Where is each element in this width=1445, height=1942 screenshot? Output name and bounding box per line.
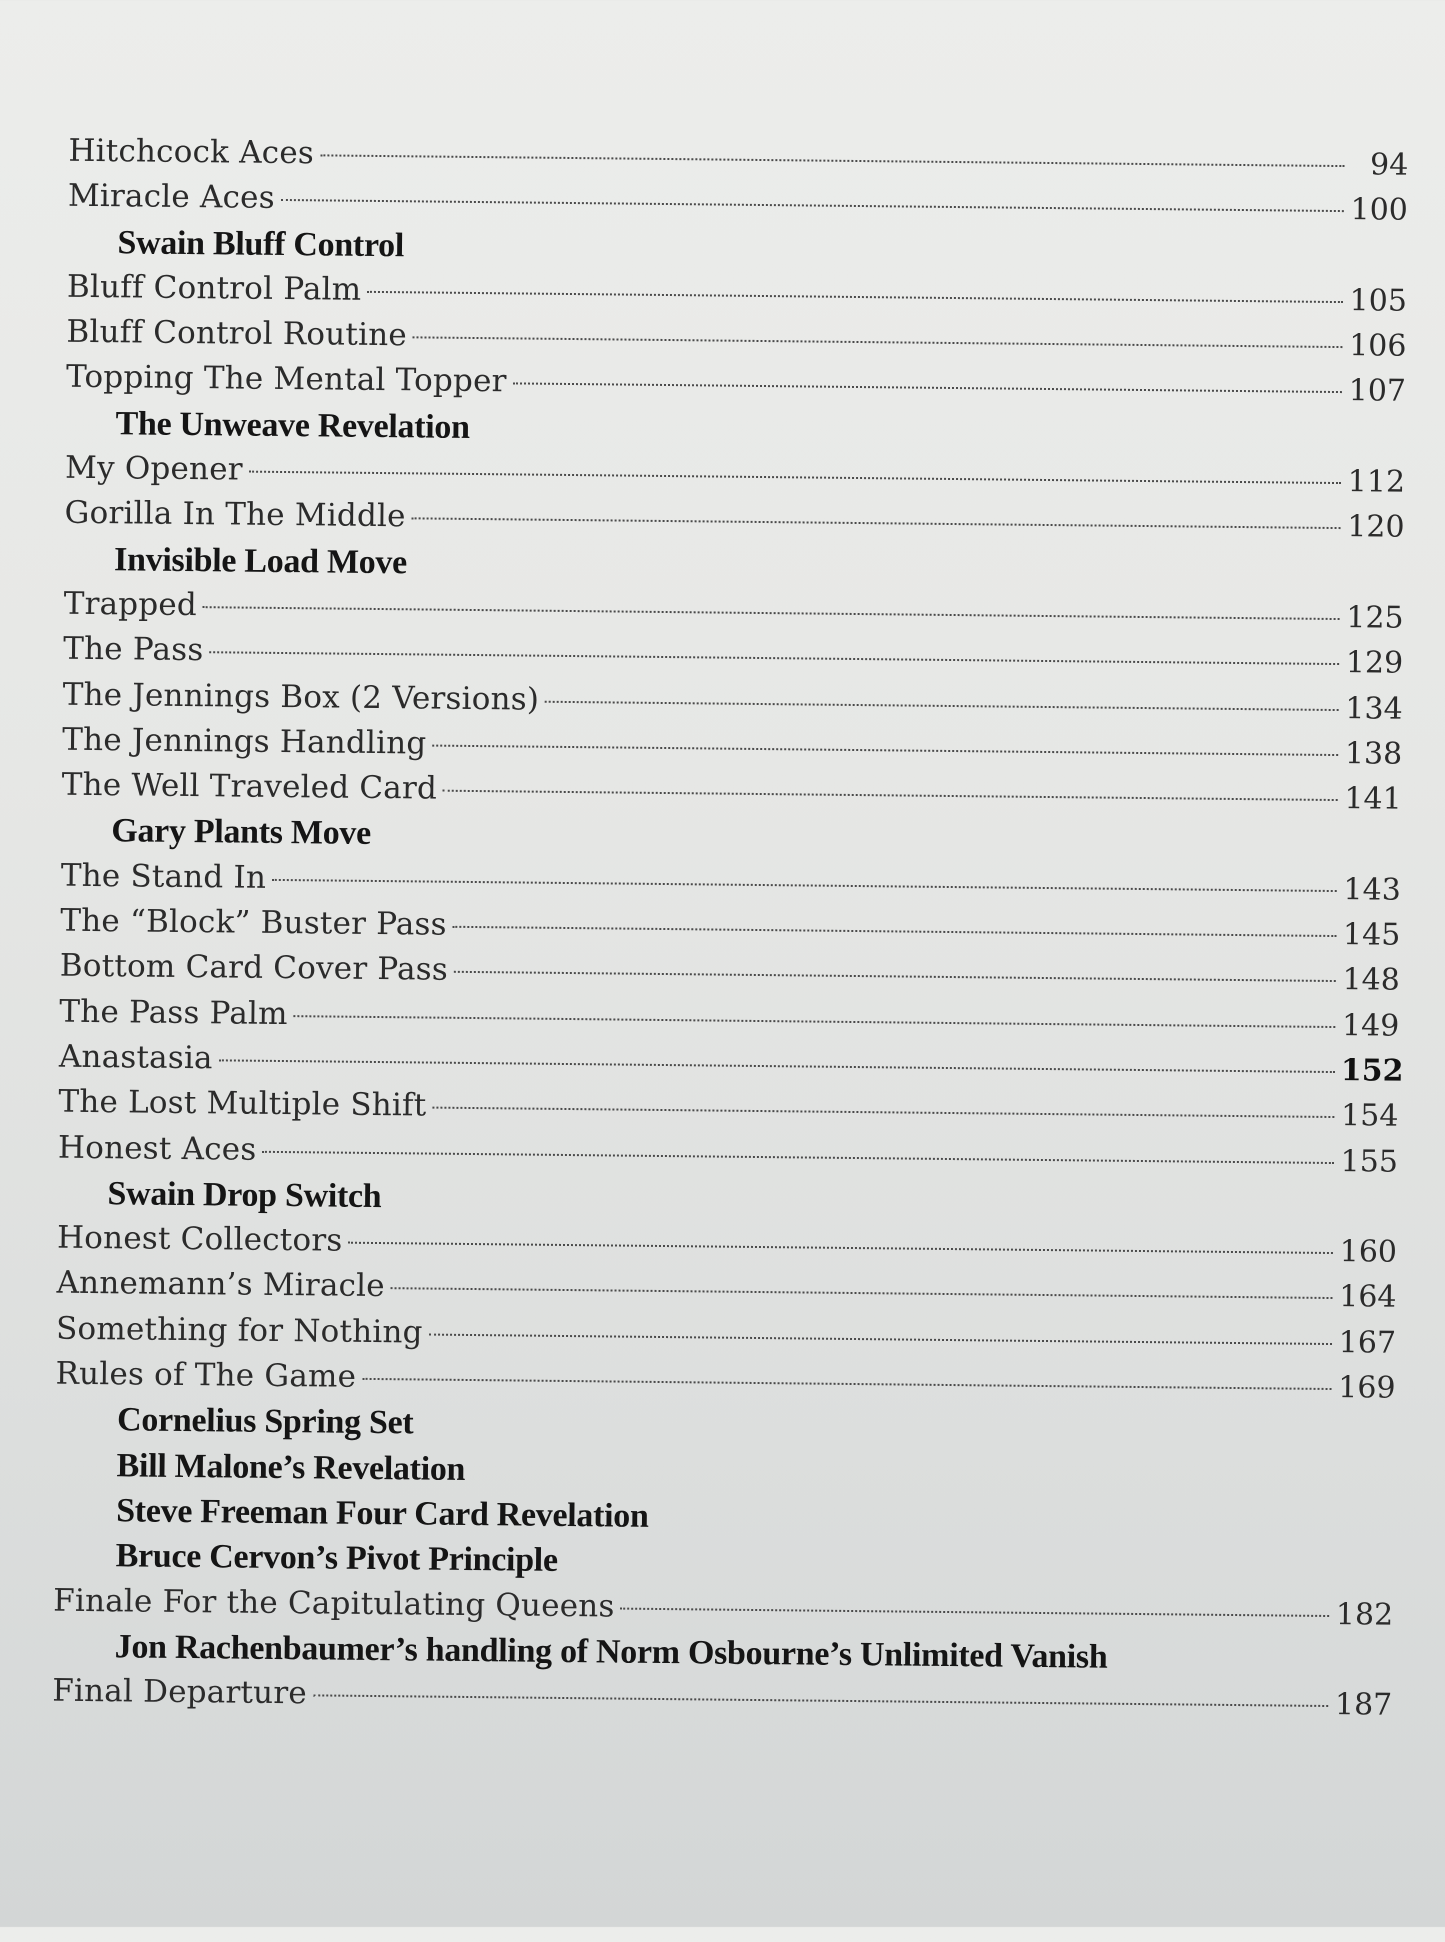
toc-section-heading: Jon Rachenbaumer’s handling of Norm Osbourne’s Unlimited Vanish: [114, 1628, 1108, 1676]
toc-entry-title: Bottom Card Cover Pass: [59, 948, 449, 989]
toc-page-number: 112: [1347, 464, 1406, 500]
dot-leader: [432, 1107, 1334, 1118]
toc-entry-title: Rules of The Game: [55, 1355, 357, 1395]
dot-leader: [545, 700, 1339, 710]
dot-leader: [454, 971, 1336, 982]
toc-entry-title: Finale For the Capitulating Queens: [53, 1582, 615, 1625]
toc-entry-title: Honest Collectors: [56, 1219, 343, 1259]
toc-page-number: 106: [1349, 328, 1407, 364]
toc-page-number: 182: [1335, 1596, 1394, 1633]
toc-page-number: 107: [1348, 373, 1407, 410]
dot-leader: [621, 1607, 1330, 1616]
toc-page-number: 187: [1334, 1687, 1393, 1723]
toc-entry-title: Honest Aces: [57, 1129, 257, 1168]
toc-entry-title: Hitchcock Aces: [68, 132, 315, 172]
toc-entry-title: The Jennings Handling: [62, 721, 427, 762]
toc-section-heading: Invisible Load Move: [113, 540, 408, 581]
dot-leader: [320, 154, 1344, 167]
toc-page-number: 129: [1345, 645, 1404, 681]
toc-page-number: 143: [1343, 871, 1401, 908]
toc-entry-title: Bluff Control Palm: [66, 268, 362, 308]
toc-section-heading: Bill Malone’s Revelation: [116, 1446, 466, 1488]
dot-leader: [453, 926, 1337, 937]
toc-page-number: 164: [1339, 1279, 1397, 1316]
toc-entry-title: Trapped: [63, 585, 198, 624]
dot-leader: [413, 337, 1343, 349]
toc-entry-title: Annemann’s Miracle: [56, 1265, 386, 1305]
dot-leader: [348, 1242, 1333, 1254]
toc-entry-title: The Jennings Box (2 Versions): [62, 676, 540, 718]
toc-page-number: 125: [1346, 600, 1404, 636]
toc-page-number: 100: [1350, 192, 1409, 229]
dot-leader: [443, 790, 1338, 801]
toc-section-heading: Steve Freeman Four Card Revelation: [115, 1492, 649, 1535]
dot-leader: [313, 1694, 1328, 1707]
toc-section-heading: Cornelius Spring Set: [116, 1401, 414, 1442]
toc-section-heading: Swain Bluff Control: [117, 223, 405, 264]
toc-page-number: 94: [1369, 147, 1409, 183]
dot-leader: [429, 1333, 1332, 1344]
toc-page-number: 105: [1349, 283, 1408, 319]
toc-section-heading: The Unweave Revelation: [115, 405, 470, 446]
table-of-contents: [52, 129, 1409, 1728]
toc-entry-title: The Pass: [63, 630, 204, 669]
dot-leader: [219, 1059, 1335, 1073]
dot-leader: [203, 606, 1340, 620]
toc-entry-title: The Lost Multiple Shift: [58, 1083, 427, 1124]
dot-leader: [272, 879, 1337, 892]
dot-leader: [262, 1150, 1334, 1163]
dot-leader: [391, 1288, 1333, 1300]
dot-leader: [281, 199, 1344, 212]
toc-page-number: 149: [1341, 1007, 1400, 1044]
toc-page-number: 169: [1338, 1370, 1396, 1406]
dot-leader: [294, 1015, 1336, 1028]
toc-section-heading: Bruce Cervon’s Pivot Principle: [115, 1537, 558, 1580]
toc-section-heading: Gary Plants Move: [111, 812, 372, 853]
toc-entry-title: Final Departure: [52, 1672, 308, 1712]
toc-entry-title: The Pass Palm: [59, 993, 288, 1032]
toc-page-number: 155: [1340, 1143, 1399, 1180]
dot-leader: [249, 471, 1341, 484]
toc-entry-title: Bluff Control Routine: [66, 313, 408, 354]
toc-page-number: 160: [1339, 1234, 1398, 1270]
dot-leader: [367, 291, 1343, 303]
dot-leader: [209, 651, 1339, 665]
toc-entry-title: My Opener: [64, 449, 243, 488]
toc-entry-title: The Stand In: [60, 857, 267, 896]
toc-entry-title: Topping The Mental Topper: [65, 359, 507, 400]
toc-entry-title: The “Block” Buster Pass: [60, 902, 447, 943]
toc-page-number: 120: [1347, 509, 1405, 546]
toc-page-number: 154: [1340, 1098, 1399, 1134]
dot-leader: [513, 383, 1342, 394]
toc-entry-title: Anastasia: [58, 1038, 213, 1077]
toc-page-number: 148: [1342, 962, 1400, 999]
toc-page-number: 152: [1340, 1053, 1404, 1089]
toc-entry-title: The Well Traveled Card: [61, 766, 438, 807]
toc-page-number: 138: [1344, 735, 1403, 772]
toc-page-number: 145: [1342, 917, 1401, 953]
toc-section-heading: Swain Drop Switch: [107, 1175, 382, 1215]
dot-leader: [362, 1378, 1331, 1390]
toc-page-number: 167: [1338, 1324, 1397, 1361]
dot-leader: [412, 518, 1341, 530]
toc-page-number: 141: [1344, 781, 1402, 817]
dot-leader: [432, 744, 1338, 755]
toc-entry-title: Miracle Aces: [67, 178, 275, 217]
toc-entry-title: Something for Nothing: [55, 1310, 423, 1351]
toc-page-number: 134: [1345, 690, 1403, 727]
toc-entry-title: Gorilla In The Middle: [64, 495, 406, 535]
